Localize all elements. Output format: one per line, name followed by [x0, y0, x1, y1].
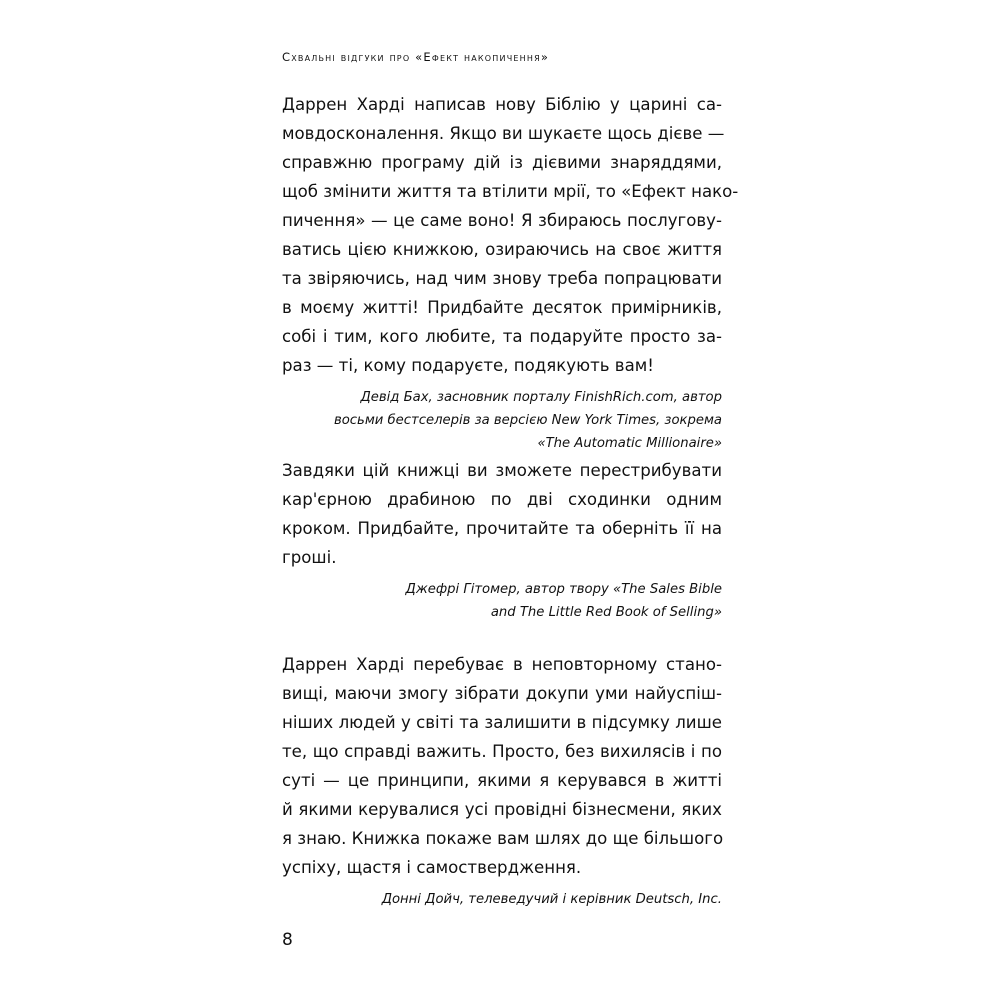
attribution-line: Донні Дойч, телеведучий і керівник Deutsch, Inc.	[381, 892, 722, 907]
testimonial-2	[282, 456, 722, 624]
text-line: ніших людей у світі та залишити в підсумку лише	[282, 713, 722, 732]
attribution-line: Джефрі Гітомер, автор твору «The Sales Bible	[405, 582, 722, 597]
testimonial-attribution	[282, 578, 722, 624]
text-line: пичення» — це саме воно! Я збираюсь послугову-	[282, 211, 722, 230]
testimonial-attribution	[282, 386, 722, 455]
text-line: я знаю. Книжка покаже вам шлях до ще більшого	[282, 829, 724, 848]
book-page	[282, 0, 739, 1000]
text-line: мовдосконалення. Якщо ви шукаєте щось дієве —	[282, 124, 725, 143]
text-line: вищі, маючи змогу зібрати докупи уми найуспіш-	[282, 684, 722, 703]
testimonial-text	[282, 650, 722, 882]
text-line: успіху, щастя і самоствердження.	[282, 858, 582, 877]
text-line: й якими керувалися усі провідні бізнесмени, яких	[282, 800, 722, 819]
testimonial-attribution	[282, 888, 722, 911]
text-line: кар'єрною драбиною по дві сходинки одним	[282, 490, 722, 509]
attribution-line: and The Little Red Book of Selling»	[490, 605, 722, 620]
text-line: Даррен Харді перебуває в неповторному стано-	[282, 655, 722, 674]
text-line: кроком. Придбайте, прочитайте та оберніть її на	[282, 519, 722, 538]
testimonial-text	[282, 456, 722, 572]
attribution-line: Девід Бах, засновник порталу FinishRich.com, автор	[360, 390, 722, 405]
testimonial-text	[282, 90, 739, 380]
text-line: Даррен Харді написав нову Біблію у царині са-	[282, 95, 722, 114]
testimonial-1	[282, 90, 739, 455]
text-line: Завдяки цій книжці ви зможете перестрибувати	[282, 461, 722, 480]
attribution-line: восьми бестселерів за версією New York Times, зокрема	[333, 413, 722, 428]
attribution-line: «The Automatic Millionaire»	[537, 436, 722, 451]
testimonial-3	[282, 650, 722, 911]
text-line: гроші.	[282, 548, 337, 567]
text-line: раз — ті, кому подаруєте, подякують вам!	[282, 356, 654, 375]
text-line: те, що справді важить. Просто, без вихилясів і по	[282, 742, 722, 761]
text-line: собі і тим, кого любите, та подаруйте просто за-	[282, 327, 722, 346]
page-number: 8	[282, 930, 293, 950]
text-line: та звіряючись, над чим знову треба попрацювати	[282, 269, 722, 288]
text-line: ватись цією книжкою, озираючись на своє життя	[282, 240, 722, 259]
running-header: Схвальні відгуки про «Ефект накопичення»	[282, 50, 550, 64]
text-line: щоб змінити життя та втілити мрії, то «Ефект нако-	[282, 182, 739, 201]
text-line: справжню програму дій із дієвими знаряддями,	[282, 153, 722, 172]
text-line: в моєму житті! Придбайте десяток примірників,	[282, 298, 722, 317]
text-line: суті — це принципи, якими я керувався в житті	[282, 771, 722, 790]
